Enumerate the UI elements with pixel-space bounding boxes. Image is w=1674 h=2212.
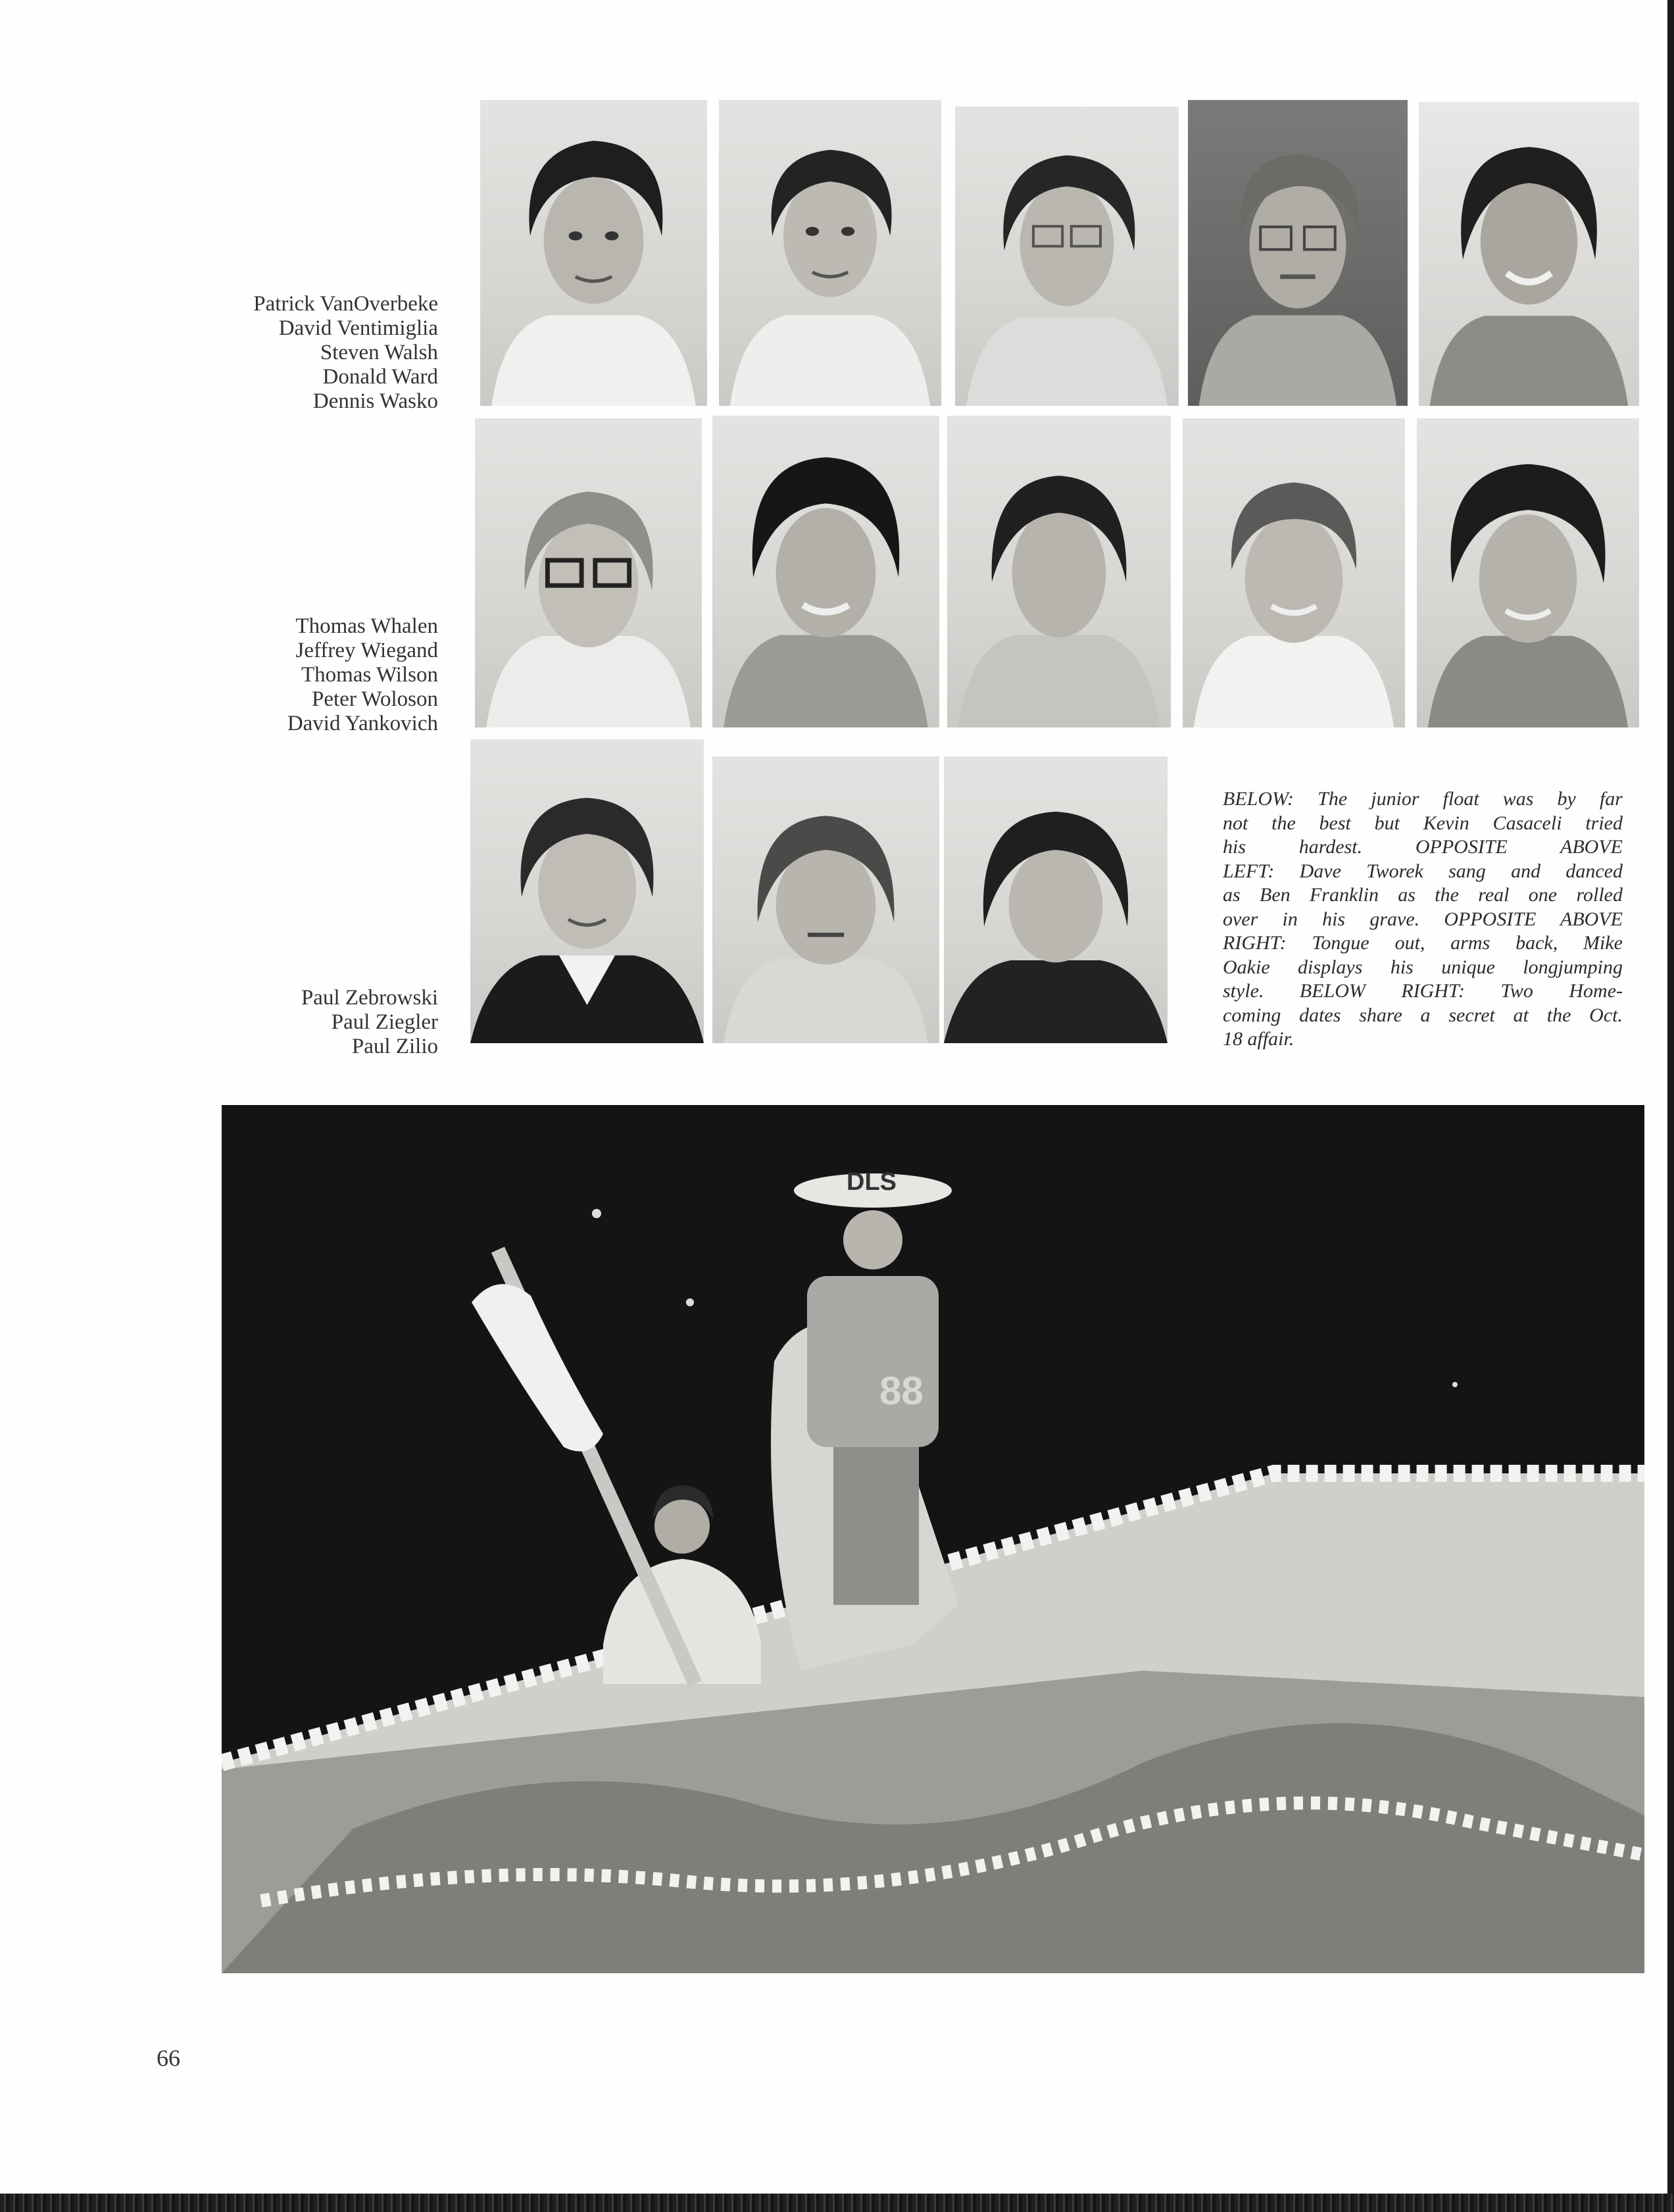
- caption-line: RIGHT: Tongue out, arms back, Mike: [1223, 932, 1623, 954]
- portrait-photo: [712, 756, 939, 1043]
- photo-caption: [1223, 787, 1623, 1052]
- student-name: Thomas Whalen: [295, 614, 438, 638]
- caption-line: over in his grave. OPPOSITE ABOVE: [1223, 908, 1623, 930]
- portrait-photo: [1417, 418, 1639, 727]
- student-name: Thomas Wilson: [301, 663, 438, 687]
- portrait-photo: [719, 100, 941, 406]
- scan-edge-right: [1667, 0, 1674, 2212]
- portrait-photo: [947, 416, 1171, 727]
- portrait-photo: [1419, 102, 1639, 406]
- page-number: 66: [157, 2045, 180, 2071]
- caption-line: not the best but Kevin Casaceli tried: [1223, 812, 1623, 834]
- caption-line: Oakie displays his unique longjumping: [1223, 956, 1623, 978]
- student-name: Paul Zilio: [351, 1035, 438, 1058]
- student-name: David Yankovich: [287, 712, 438, 735]
- caption-line: 18 affair.: [1223, 1028, 1294, 1050]
- student-name: Steven Walsh: [320, 341, 438, 364]
- student-name: Donald Ward: [322, 365, 438, 389]
- scan-edge-bottom: [0, 2194, 1674, 2212]
- portrait-photo: [475, 418, 702, 727]
- caption-line: LEFT: Dave Tworek sang and danced: [1223, 860, 1623, 882]
- junior-float-photo: [222, 1105, 1644, 1973]
- caption-line: style. BELOW RIGHT: Two Home-: [1223, 980, 1623, 1002]
- portrait-photo: [955, 107, 1179, 406]
- caption-line: BELOW: The junior float was by far: [1223, 788, 1623, 810]
- jersey-number: 88: [879, 1369, 923, 1413]
- portrait-photo: [1183, 418, 1405, 727]
- portrait-photo: [712, 416, 939, 727]
- caption-line: his hardest. OPPOSITE ABOVE: [1223, 836, 1623, 858]
- name-list-group-2: [287, 614, 438, 736]
- caption-line: coming dates share a secret at the Oct.: [1223, 1004, 1623, 1026]
- student-name: Patrick VanOverbeke: [253, 292, 438, 316]
- student-name: David Ventimiglia: [278, 316, 438, 340]
- portrait-photo: [480, 100, 707, 406]
- student-name: Peter Woloson: [312, 687, 438, 711]
- hat-label: DLS: [847, 1168, 897, 1196]
- portrait-photo: [1188, 100, 1408, 406]
- student-name: Paul Ziegler: [331, 1010, 438, 1034]
- caption-line: as Ben Franklin as the real one rolled: [1223, 884, 1623, 906]
- portrait-photo: [470, 739, 704, 1043]
- name-list-group-3: [301, 986, 438, 1059]
- name-list-group-1: [253, 292, 438, 414]
- portrait-photo: [944, 756, 1168, 1043]
- student-name: Jeffrey Wiegand: [295, 639, 438, 662]
- student-name: Paul Zebrowski: [301, 986, 438, 1010]
- student-name: Dennis Wasko: [312, 389, 438, 413]
